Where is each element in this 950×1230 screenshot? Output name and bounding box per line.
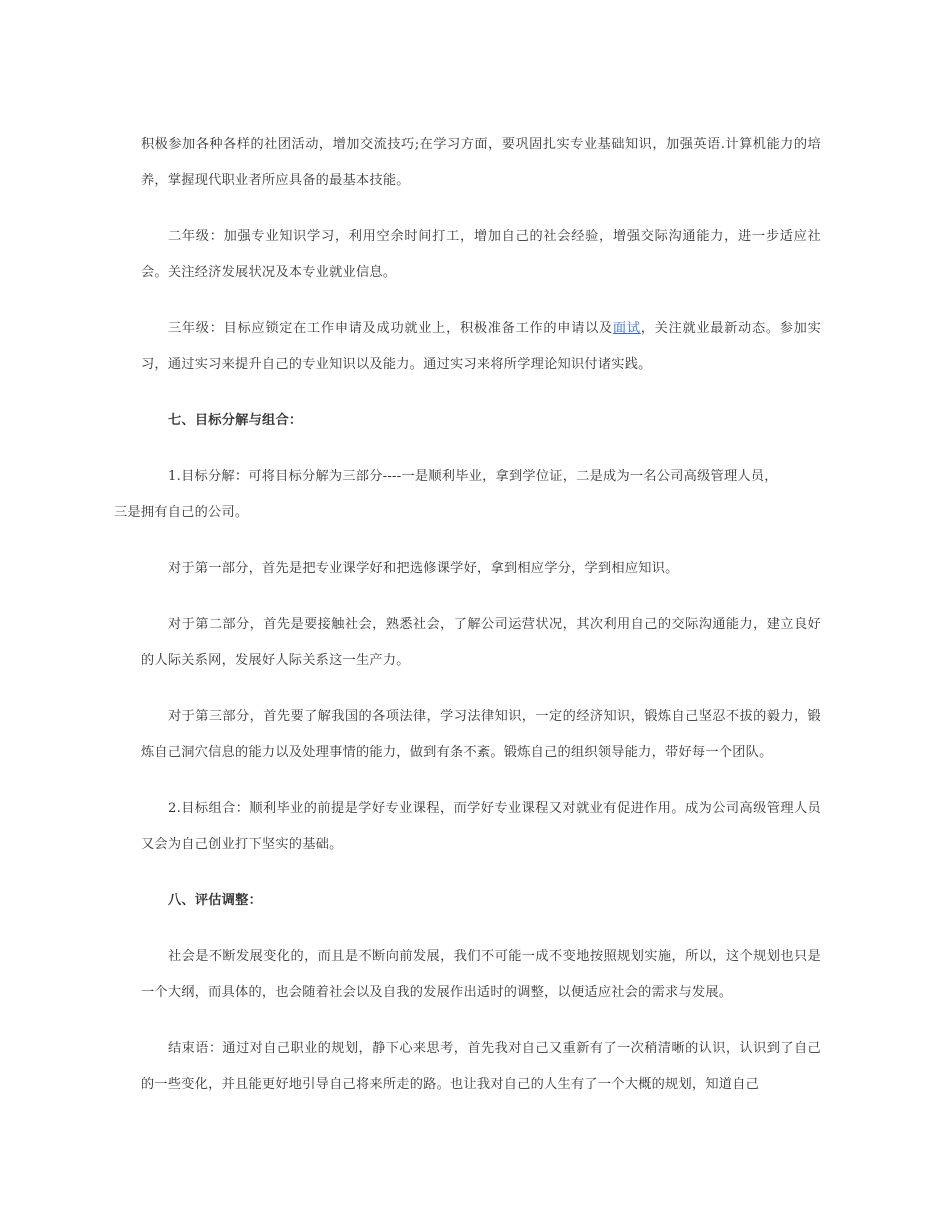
paragraph-first-year-continued: 积极参加各种各样的社团活动，增加交流技巧;在学习方面，要巩固扎实专业基础知识，加强英语.计算机能力的培养，掌握现代职业者所应具备的最基本技能。 xyxy=(141,137,821,188)
paragraph-conclusion: 结束语：通过对自己职业的规划，静下心来思考，首先我对自己又重新有了一次稍清晰的认识，认识到了自己的一些变化，并且能更好地引导自己将来所走的路。也让我对自己的人生有了一个大概的规划，知道自己 xyxy=(141,1041,821,1092)
paragraph-third-year-text-a: 三年级：目标应锁定在工作申请及成功就业上，积极准备工作的申请以及 xyxy=(168,321,613,336)
paragraph-second-year: 二年级：加强专业知识学习，利用空余时间打工，增加自己的社会经验，增强交际沟通能力，进一步适应社会。关注经济发展状况及本专业就业信息。 xyxy=(141,229,821,280)
paragraph-goal-combination: 2.目标组合：顺利毕业的前提是学好专业课程，而学好专业课程又对就业有促进作用。成为公司高级管理人员又会为自己创业打下坚实的基础。 xyxy=(141,801,821,852)
paragraph-goal-decomposition xyxy=(114,459,821,531)
paragraph-goal-decomposition-line-a: 1.目标分解：可将目标分解为三部分----一是顺利毕业，拿到学位证，二是成为一名公司高级管理人员， xyxy=(168,469,778,484)
document-page xyxy=(114,127,822,1123)
section-heading-goal-decomposition: 七、目标分解与组合： xyxy=(168,413,303,428)
interview-link[interactable]: 面试 xyxy=(612,321,641,336)
paragraph-third-year xyxy=(141,311,821,383)
section-heading-evaluation: 八、评估调整： xyxy=(168,893,263,908)
paragraph-part-three: 对于第三部分，首先要了解我国的各项法律，学习法律知识，一定的经济知识，锻炼自己坚忍不拔的毅力，锻炼自己洞穴信息的能力以及处理事情的能力，做到有条不紊。锻炼自己的组织领导能力，带好每一个团队。 xyxy=(141,709,821,760)
paragraph-evaluation: 社会是不断发展变化的，而且是不断向前发展，我们不可能一成不变地按照规划实施，所以，这个规划也只是一个大纲，而具体的，也会随着社会以及自我的发展作出适时的调整，以便适应社会的需求与发展。 xyxy=(141,949,821,1000)
paragraph-goal-decomposition-line-b: 三是拥有自己的公司。 xyxy=(114,505,249,520)
paragraph-third-year-text-b: ，关注就业最新动态。参加实习，通过实习来提升自己的专业知识以及能力。通过实习来将所学理论知识付诸实践。 xyxy=(141,321,822,372)
paragraph-part-two: 对于第二部分，首先是要接触社会，熟悉社会，了解公司运营状况，其次利用自己的交际沟通能力，建立良好的人际关系网，发展好人际关系这一生产力。 xyxy=(141,617,821,668)
paragraph-part-one: 对于第一部分，首先是把专业课学好和把选修课学好，拿到相应学分，学到相应知识。 xyxy=(168,561,679,576)
